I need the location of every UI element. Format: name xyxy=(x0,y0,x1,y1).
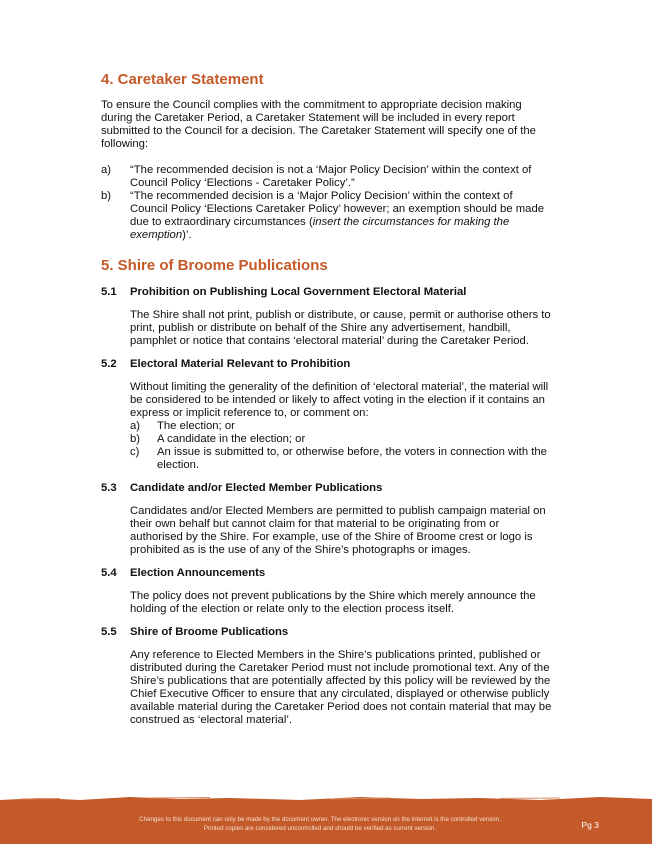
subsection-body: Candidates and/or Elected Members are permitted to publish campaign material on their own behalf but cannot claim for that material to be originating from or authorised by the Shire. For example, use of the Shire of Broome crest or logo is prohibited as is the use of any of the Shire’s photographs or images. xyxy=(130,505,546,556)
list-item-label: b) xyxy=(130,433,141,445)
subsection-heading xyxy=(101,481,553,495)
subsection-title: Electoral Material Relevant to Prohibition xyxy=(130,358,351,370)
subsection-5-4 xyxy=(101,566,553,616)
subsection-title: Election Announcements xyxy=(130,567,266,579)
subsection-heading xyxy=(101,625,553,639)
subsection-heading xyxy=(101,566,553,580)
list-item xyxy=(130,446,553,472)
list-item xyxy=(101,190,553,242)
subsection-5-5 xyxy=(101,625,553,727)
list-item-text-italic: insert the circumstances for making the exemption xyxy=(130,216,510,241)
caretaker-options-list xyxy=(101,164,553,242)
footer-disclaimer-line-2: Printed copies are considered uncontrolled and should be verified as current version. xyxy=(203,825,437,832)
list-item-text: The election; or xyxy=(157,420,235,432)
list-item-label: c) xyxy=(130,446,140,458)
list-item-text-post: )’. xyxy=(182,229,192,241)
page-number: Pg 3 xyxy=(581,820,599,830)
subsection-body: The Shire shall not print, publish or distribute, or cause, permit or authorise others to print, publish or distribute on behalf of the Shire any advertisement, handbill, pamphlet or notice that contains ‘electoral material’ during the Caretaker Period. xyxy=(130,309,551,347)
page-footer xyxy=(0,800,652,844)
list-item-text xyxy=(130,190,553,242)
subsection-number: 5.1 xyxy=(101,286,117,298)
footer-disclaimer-line-1: Changes to this document can only be made by the document owner. The electronic version on the internet is the controlled version. xyxy=(139,816,501,823)
subsection-title: Candidate and/or Elected Member Publications xyxy=(130,482,383,494)
list-item-text: A candidate in the election; or xyxy=(157,433,306,445)
subsection-5-1 xyxy=(101,285,553,348)
subsection-5-3 xyxy=(101,481,553,557)
footer-disclaimer xyxy=(120,815,520,833)
subsection-heading xyxy=(101,285,553,299)
footer-brush-texture xyxy=(0,794,652,804)
subsection-number: 5.3 xyxy=(101,482,117,494)
list-item-text: “The recommended decision is not a ‘Major Policy Decision’ within the context of Council Policy ‘Elections - Caretaker Policy’.” xyxy=(130,164,532,189)
subsection-number: 5.4 xyxy=(101,567,117,579)
list-item-text-pre: “The recommended decision is a ‘Major Policy Decision’ within the context of Council Policy ‘Elections Caretaker Policy’ however; an exemption should be made due to extraordinary circumstances ( xyxy=(130,190,545,228)
list-item xyxy=(130,433,553,446)
subsection-number: 5.2 xyxy=(101,358,117,370)
subsection-body: Any reference to Elected Members in the Shire’s publications printed, published or distributed during the Caretaker Period must not include promotional text. Any of the Shire’s publications that are potentially affected by this policy will be reviewed by the Chief Executive Officer to ensure that any circulated, displayed or otherwise publicly available material during the Caretaker Period does not contain material that may be construed as ‘electoral material’. xyxy=(130,649,552,726)
subsection-body: Without limiting the generality of the definition of ‘electoral material’, the material will be considered to be intended or likely to affect voting in the election if it contains an express or implicit reference to, or comment on: xyxy=(130,381,549,419)
list-item xyxy=(101,164,553,190)
electoral-material-list xyxy=(130,420,553,472)
subsection-heading xyxy=(101,357,553,371)
section-4-heading: 4. Caretaker Statement xyxy=(101,71,264,88)
subsection-5-2 xyxy=(101,357,553,472)
list-item xyxy=(130,420,553,433)
section-4-intro: To ensure the Council complies with the commitment to appropriate decision making during the Caretaker Period, a Caretaker Statement will be included in every report submitted to the Council for a decision. The Caretaker Statement will specify one of the following: xyxy=(101,99,536,150)
page-content xyxy=(101,70,553,727)
list-item-text: An issue is submitted to, or otherwise before, the voters in connection with the election. xyxy=(157,446,547,471)
section-5-heading: 5. Shire of Broome Publications xyxy=(101,257,328,274)
subsection-title: Prohibition on Publishing Local Government Electoral Material xyxy=(130,286,467,298)
subsection-title: Shire of Broome Publications xyxy=(130,626,289,638)
list-item-label: b) xyxy=(101,190,112,202)
subsection-number: 5.5 xyxy=(101,626,117,638)
list-item-label: a) xyxy=(130,420,141,432)
list-item-label: a) xyxy=(101,164,112,176)
subsection-body: The policy does not prevent publications by the Shire which merely announce the holding of the election or relate only to the election process itself. xyxy=(130,590,536,615)
